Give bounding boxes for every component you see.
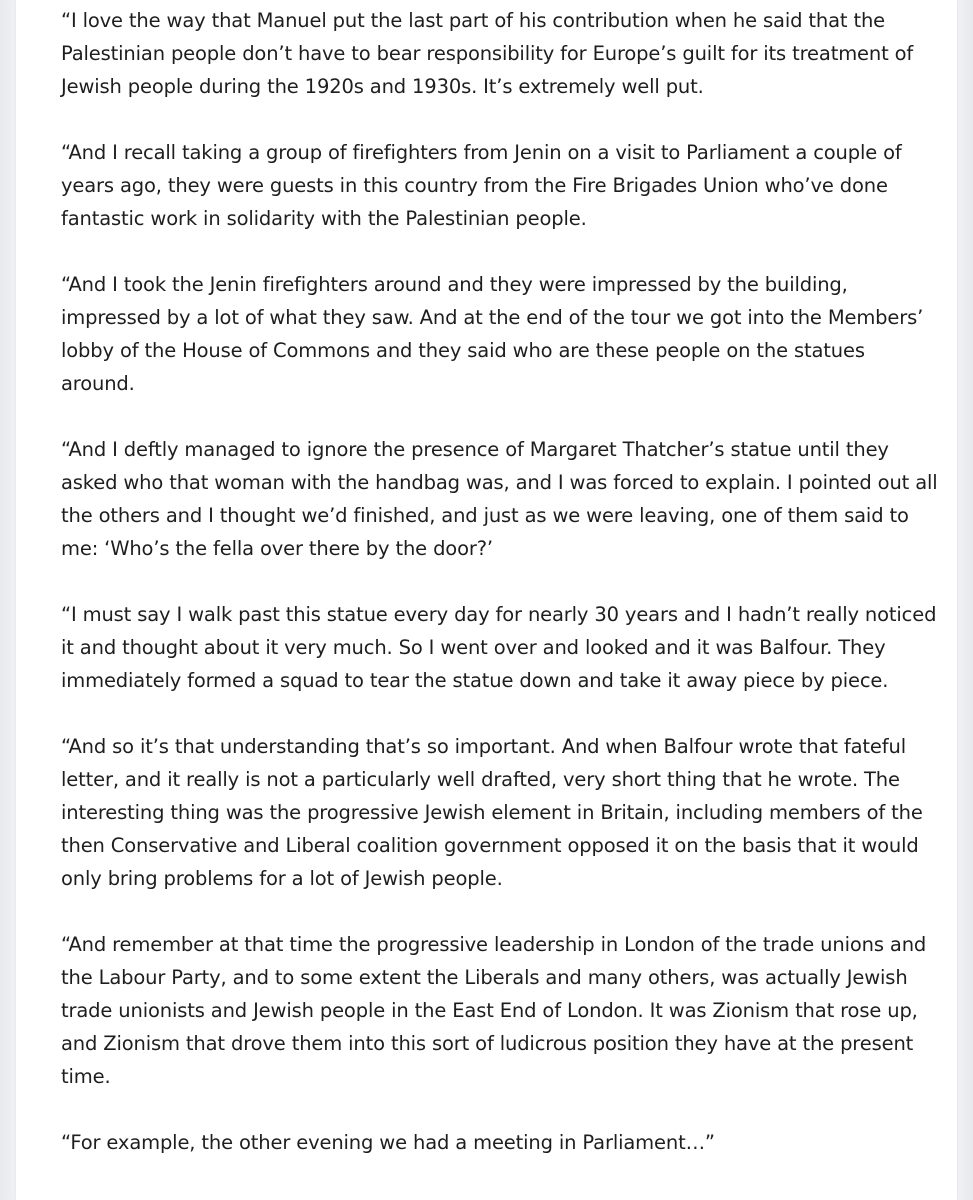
document-body <box>61 4 941 1192</box>
paragraph-2: “And I recall taking a group of firefighters from Jenin on a visit to Parliament a couple of years ago, they were guests in this country from the Fire Brigades Union who’ve done fantastic work in solidarity with the Palestinian people. <box>61 141 902 230</box>
paragraph-1: “I love the way that Manuel put the last part of his contribution when he said that the Palestinian people don’t have to bear responsibility for Europe’s guilt for its treatment of Jewish people during the 1920s and 1930s. It’s extremely well put. <box>61 9 914 98</box>
paragraph-7: “And remember at that time the progressive leadership in London of the trade unions and the Labour Party, and to some extent the Liberals and many others, was actually Jewish trade unionists and Jewish people in the East End of London. It was Zionism that rose up, and Zionism that drove them into this sort of ludicrous position they have at the present time. <box>61 933 927 1088</box>
paragraph-3: “And I took the Jenin firefighters around and they were impressed by the building, impressed by a lot of what they saw. And at the end of the tour we got into the Members’ lobby of the House of Commons and they said who are these people on the statues around. <box>61 273 924 395</box>
document-page <box>16 0 957 1200</box>
paragraph-5: “I must say I walk past this statue every day for nearly 30 years and I hadn’t really noticed it and thought about it very much. So I went over and looked and it was Balfour. They immediately formed a squad to tear the statue down and take it away piece by piece. <box>61 603 937 692</box>
paragraph-8: “For example, the other evening we had a meeting in Parliament…” <box>61 1131 715 1154</box>
paragraph-4: “And I deftly managed to ignore the presence of Margaret Thatcher’s statue until they asked who that woman with the handbag was, and I was forced to explain. I pointed out all the others and I thought we’d finished, and just as we were leaving, one of them said to me: ‘Who’s the fella over there by the door?’ <box>61 438 938 560</box>
paragraph-6: “And so it’s that understanding that’s so important. And when Balfour wrote that fateful letter, and it really is not a particularly well drafted, very short thing that he wrote. The interesting thing was the progressive Jewish element in Britain, including members of the then Conservative and Liberal coalition government opposed it on the basis that it would only bring problems for a lot of Jewish people. <box>61 735 923 890</box>
